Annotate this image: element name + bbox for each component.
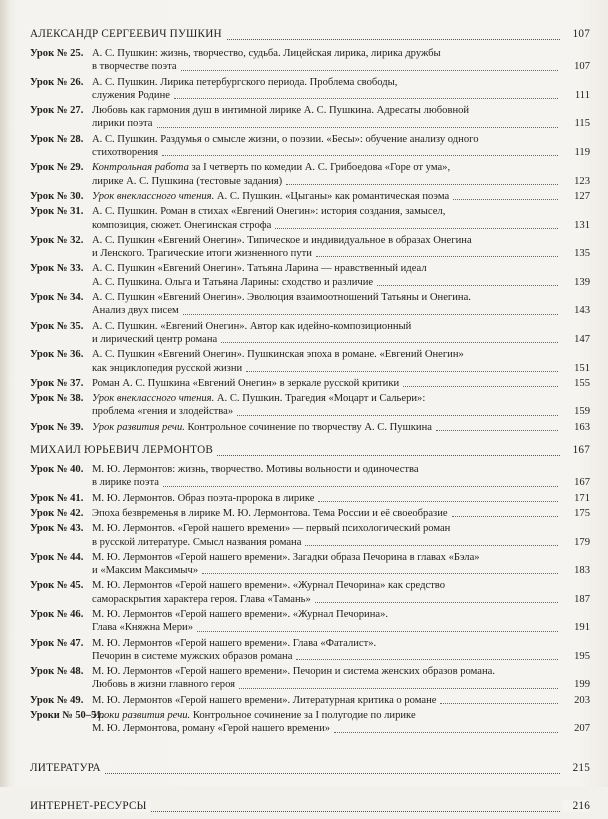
lesson-title-line: самораскрытия характера героя. Глава «Тамань»	[92, 593, 311, 605]
dot-leader	[403, 386, 558, 387]
page-number: 207	[574, 723, 590, 735]
lesson-number: Урок № 35.	[30, 320, 84, 332]
lesson-title-line: и лирический центр романа	[92, 333, 218, 345]
page-number: 107	[562, 28, 590, 40]
lesson-title-line: Глава «Княжна Мери»	[92, 622, 194, 634]
lesson-number: Урок № 41.	[30, 492, 84, 504]
lesson-title-line: Роман А. С. Пушкина «Евгений Онегин» в зеркале русской критики	[92, 377, 400, 389]
page-number: 183	[574, 565, 590, 577]
page-number: 171	[574, 492, 590, 504]
dot-leader	[237, 415, 558, 416]
toc-entry[interactable]	[30, 348, 590, 375]
page-number: 203	[574, 694, 590, 706]
lesson-number: Урок № 29.	[30, 162, 84, 174]
lesson-title-line: М. Ю. Лермонтов «Герой нашего времени». «Журнал Печорина» как средство	[92, 580, 446, 592]
dot-leader	[318, 501, 558, 502]
lesson-number: Урок № 27.	[30, 105, 84, 117]
toc-entry[interactable]	[30, 205, 590, 232]
dot-leader	[221, 342, 558, 343]
lesson-title-line: Эпоха безвременья в лирике М. Ю. Лермонтова. Тема России и её своеобразие	[92, 507, 448, 519]
dot-leader	[440, 703, 558, 704]
lesson-title	[92, 190, 556, 203]
lesson-title	[92, 507, 556, 520]
dot-leader	[452, 516, 558, 517]
toc-entry[interactable]	[30, 320, 590, 347]
dot-leader	[315, 602, 558, 603]
page-number: 155	[574, 377, 590, 389]
page-number: 143	[574, 305, 590, 317]
lesson-title-line: лирике А. С. Пушкина (тестовые задания)	[92, 175, 283, 187]
lesson-title-line: в творчестве поэта	[92, 61, 177, 73]
page-number: 135	[574, 248, 590, 260]
lesson-title	[92, 421, 556, 434]
dot-leader	[162, 155, 558, 156]
lesson-title-line: А. С. Пушкин «Евгений Онегин». Эволюция взаимоотношений Татьяны и Онегина.	[92, 292, 471, 304]
lesson-title-line: А. С. Пушкин. Роман в стихах «Евгений Онегин»: история создания, замысел,	[92, 206, 446, 218]
lesson-title-line: в русской литературе. Смысл названия романа	[92, 536, 302, 548]
lesson-title-line: М. Ю. Лермонтов. «Герой нашего времени» — первый психологический роман	[92, 523, 451, 535]
lesson-number: Урок № 28.	[30, 133, 84, 145]
lesson-number: Урок № 26.	[30, 76, 84, 88]
lesson-title-line: А. С. Пушкин «Евгений Онегин». Типическое и индивидуальное в образах Онегина	[92, 234, 472, 246]
lesson-title-line: Анализ двух писем	[92, 305, 179, 317]
lesson-number: Урок № 45.	[30, 580, 84, 592]
lesson-number: Урок № 34.	[30, 292, 84, 304]
lesson-number: Урок № 25.	[30, 48, 84, 59]
toc-entry[interactable]	[30, 133, 590, 160]
lesson-number: Урок № 48.	[30, 666, 84, 678]
dot-leader	[436, 430, 558, 431]
lesson-number: Урок № 49.	[30, 694, 84, 706]
lesson-title-line: стихотворения	[92, 147, 159, 159]
lesson-number: Урок № 40.	[30, 464, 84, 476]
lesson-title-line: М. Ю. Лермонтов. Образ поэта-пророка в лирике	[92, 492, 315, 504]
toc-entry[interactable]	[30, 694, 590, 707]
toc-entry[interactable]	[30, 161, 590, 188]
dot-leader	[163, 486, 558, 487]
toc-entry[interactable]	[30, 190, 590, 203]
dot-leader	[157, 127, 559, 128]
page-number: 179	[574, 536, 590, 548]
lesson-number: Уроки № 50–51.	[30, 710, 104, 722]
lesson-title	[92, 694, 556, 707]
book-spine-shadow	[0, 0, 10, 787]
dot-leader	[453, 199, 558, 200]
dot-leader	[275, 228, 558, 229]
lesson-title-line: Любовь в жизни главного героя	[92, 679, 236, 691]
page-number: 123	[574, 175, 590, 187]
dot-leader	[30, 773, 560, 774]
lesson-title-line: Любовь как гармония душ в интимной лирике А. С. Пушкина. Адресаты любовной	[92, 105, 470, 117]
lesson-number: Урок № 47.	[30, 637, 84, 649]
toc-entry[interactable]	[30, 392, 590, 419]
page-number: 127	[574, 190, 590, 202]
toc-entry[interactable]	[30, 608, 590, 635]
page-number: 111	[574, 89, 590, 101]
lesson-title-line: и «Максим Максимыч»	[92, 565, 199, 577]
section-title: ЛИТЕРАТУРА	[30, 762, 105, 774]
page-number: 191	[574, 622, 590, 634]
page-number: 163	[574, 421, 590, 433]
lesson-title-line: Контрольная работа за I четверть по комедии А. С. Грибоедова «Горе от ума»,	[92, 162, 451, 174]
toc-entry[interactable]	[30, 637, 590, 664]
lesson-title-line: А. С. Пушкин «Евгений Онегин». Пушкинская эпоха в романе. «Евгений Онегин»	[92, 349, 464, 361]
lesson-title-line: М. Ю. Лермонтов «Герой нашего времени». Литературная критика о романе	[92, 694, 437, 706]
lesson-title-line: Печорин в системе мужских образов романа	[92, 650, 293, 662]
section-title: МИХАИЛ ЮРЬЕВИЧ ЛЕРМОНТОВ	[30, 444, 217, 456]
toc-entry[interactable]	[30, 262, 590, 289]
lesson-title-line: как энциклопедия русской жизни	[92, 362, 243, 374]
dot-leader	[181, 70, 558, 71]
toc-entry[interactable]	[30, 665, 590, 692]
lesson-number: Урок № 46.	[30, 608, 84, 620]
dot-leader	[316, 256, 558, 257]
dot-leader	[202, 573, 558, 574]
page-number: 159	[574, 406, 590, 418]
lesson-title-line: Урок внеклассного чтения. А. С. Пушкин. Трагедия «Моцарт и Сальери»:	[92, 393, 426, 405]
lesson-title-line: М. Ю. Лермонтов «Герой нашего времени». Глава «Фаталист».	[92, 637, 377, 649]
page-number: 131	[574, 219, 590, 231]
lesson-title-line: М. Ю. Лермонтов «Герой нашего времени». Печорин и система женских образов романа.	[92, 666, 496, 678]
toc-entry[interactable]	[30, 709, 590, 736]
section-title: ИНТЕРНЕТ-РЕСУРСЫ	[30, 800, 151, 812]
lesson-title-line: А. С. Пушкин. «Евгений Онегин». Автор как идейно-композиционный	[92, 320, 412, 332]
lesson-title-line: А. С. Пушкин: жизнь, творчество, судьба. Лицейская лирика, лирика дружбы	[92, 48, 441, 59]
section-heading[interactable]	[30, 444, 590, 460]
dot-leader	[197, 631, 558, 632]
lesson-title	[92, 377, 556, 390]
lesson-title-line: М. Ю. Лермонтов «Герой нашего времени». «Журнал Печорина».	[92, 608, 389, 620]
dot-leader	[296, 659, 558, 660]
toc-entry[interactable]	[30, 551, 590, 578]
lesson-number: Урок № 33.	[30, 263, 84, 275]
page-number: 167	[574, 477, 590, 489]
page-number: 119	[574, 147, 590, 159]
section-heading[interactable]	[30, 28, 590, 44]
dot-leader	[246, 371, 558, 372]
lesson-title-line: М. Ю. Лермонтов «Герой нашего времени». Загадки образа Печорина в главах «Бэла»	[92, 551, 480, 563]
lesson-title-line: и Ленского. Трагические итоги жизненного пути	[92, 248, 312, 260]
lesson-number: Урок № 30.	[30, 190, 84, 202]
lesson-title-line: Уроки развития речи. Контрольное сочинение за I полугодие по лирике	[92, 710, 416, 722]
lesson-number: Урок № 37.	[30, 377, 84, 389]
toc-entry[interactable]	[30, 507, 590, 520]
dot-leader	[334, 732, 558, 733]
lesson-number: Урок № 38.	[30, 393, 84, 405]
page-number: 147	[574, 333, 590, 345]
lesson-title-line: М. Ю. Лермонтов: жизнь, творчество. Мотивы вольности и одиночества	[92, 464, 419, 476]
lesson-number: Урок № 43.	[30, 523, 84, 535]
lesson-title-line: Урок развития речи. Контрольное сочинение по творчеству А. С. Пушкина	[92, 421, 432, 433]
lesson-title-line: проблема «гения и злодейства»	[92, 406, 234, 418]
lesson-number: Урок № 31.	[30, 206, 84, 218]
toc-entry[interactable]	[30, 76, 590, 103]
section-heading[interactable]	[30, 800, 590, 816]
toc-entry[interactable]	[30, 377, 590, 390]
lesson-number: Урок № 32.	[30, 234, 84, 246]
toc-entry[interactable]	[30, 47, 590, 74]
page-number: 187	[574, 593, 590, 605]
page-number: 175	[574, 507, 590, 519]
lesson-title	[92, 492, 556, 505]
toc-entry[interactable]	[30, 234, 590, 261]
section-heading[interactable]	[30, 762, 590, 778]
page-number: 115	[574, 118, 590, 130]
lesson-number: Урок № 36.	[30, 349, 84, 361]
toc-entry[interactable]	[30, 463, 590, 490]
dot-leader	[377, 285, 558, 286]
page-number: 199	[574, 679, 590, 691]
table-of-contents	[30, 28, 590, 819]
lesson-title-line: М. Ю. Лермонтова, роману «Герой нашего времени»	[92, 723, 331, 735]
toc-entry[interactable]	[30, 522, 590, 549]
dot-leader	[305, 545, 558, 546]
page-number: 139	[574, 276, 590, 288]
lesson-number: Урок № 44.	[30, 551, 84, 563]
toc-entry[interactable]	[30, 291, 590, 318]
page-number: 216	[562, 800, 590, 812]
page-number: 167	[562, 444, 590, 456]
lesson-number: Урок № 42.	[30, 507, 84, 519]
toc-entry[interactable]	[30, 421, 590, 434]
lesson-title-line: А. С. Пушкин. Лирика петербургского периода. Проблема свободы,	[92, 76, 398, 88]
lesson-title-line: А. С. Пушкина. Ольга и Татьяна Ларины: сходство и различие	[92, 276, 374, 288]
section-title: АЛЕКСАНДР СЕРГЕЕВИЧ ПУШКИН	[30, 28, 226, 40]
lesson-title-line: лирики поэта	[92, 118, 153, 130]
lesson-title-line: в лирике поэта	[92, 477, 159, 489]
dot-leader	[286, 184, 558, 185]
dot-leader	[239, 688, 558, 689]
lesson-title-line: А. С. Пушкин. Раздумья о смысле жизни, о поэзии. «Бесы»: обучение анализу одного	[92, 133, 479, 145]
lesson-number: Урок № 39.	[30, 421, 84, 433]
toc-entry[interactable]	[30, 579, 590, 606]
toc-entry[interactable]	[30, 104, 590, 131]
lesson-title-line: А. С. Пушкин «Евгений Онегин». Татьяна Ларина — нравственный идеал	[92, 263, 427, 275]
lesson-title-line: служения Родине	[92, 89, 170, 101]
page-number: 151	[574, 362, 590, 374]
page-number: 107	[574, 61, 590, 73]
dot-leader	[183, 314, 558, 315]
page-number: 195	[574, 650, 590, 662]
toc-entry[interactable]	[30, 492, 590, 505]
lesson-title-line: композиция, сюжет. Онегинская строфа	[92, 219, 272, 231]
dot-leader	[174, 98, 558, 99]
page-number: 215	[562, 762, 590, 774]
lesson-title-line: Урок внеклассного чтения. А. С. Пушкин. «Цыганы» как романтическая поэма	[92, 190, 450, 202]
